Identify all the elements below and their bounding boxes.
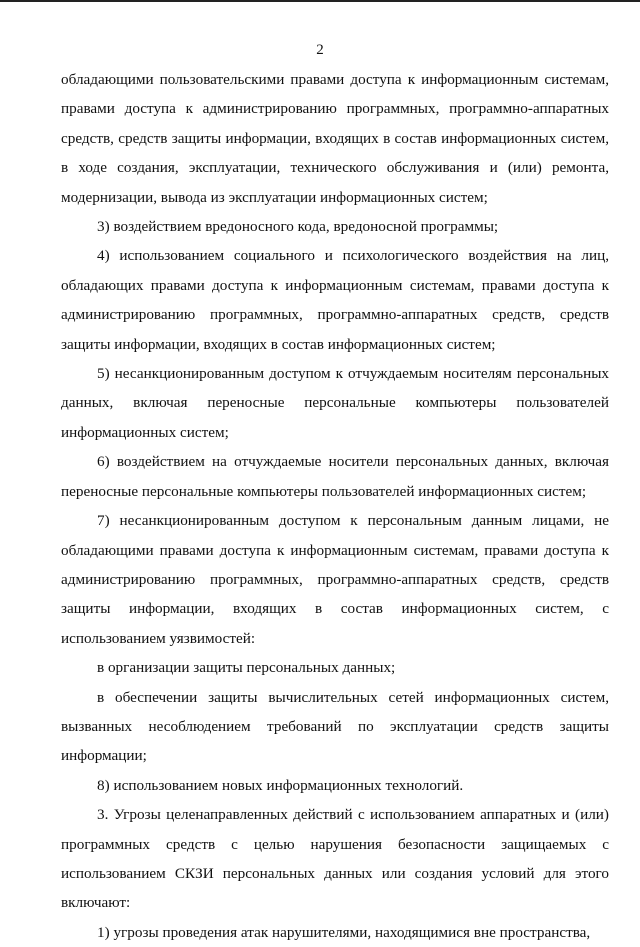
paragraph-item-6: 6) воздействием на отчуждаемые носители персональных данных, включая переносные персональные компьютеры пользователей информационных систем; xyxy=(61,453,609,500)
page-top-border xyxy=(0,0,640,2)
paragraph-subitem-organization: в организации защиты персональных данных; xyxy=(97,659,396,677)
document-body xyxy=(61,65,609,947)
paragraph-section-3-item-1: 1) угрозы проведения атак нарушителями, находящимися вне пространства, xyxy=(97,923,591,941)
paragraph-item-8: 8) использованием новых информационных технологий. xyxy=(97,776,464,794)
page-number: 2 xyxy=(316,42,324,58)
paragraph-item-4: 4) использованием социального и психологического воздействия на лиц, обладающих правами доступа к информационным системам, правами доступа к администрированию программных, программно-аппаратных средств, средств защиты информации, входящих в состав информационных систем; xyxy=(61,247,609,353)
paragraph-item-3: 3) воздействием вредоносного кода, вредоносной программы; xyxy=(97,218,499,236)
paragraph-item-7: 7) несанкционированным доступом к персональным данным лицами, не обладающими правами доступа к информационным системам, правами доступа к администрированию программных, программно-аппаратных средств, средств защиты информации, входящих в состав информационных систем, с использованием уязвимостей: xyxy=(61,512,609,647)
paragraph-continuation: обладающими пользовательскими правами доступа к информационным системам, правами доступа к администрированию программных, программно-аппаратных средств, средств защиты информации, входящих в состав информационных систем, в ходе создания, эксплуатации, технического обслуживания и (или) ремонта, модернизации, вывода из эксплуатации информационных систем; xyxy=(61,71,609,206)
paragraph-subitem-networks: в обеспечении защиты вычислительных сетей информационных систем, вызванных несоблюдением требований по эксплуатации средств защиты информации; xyxy=(61,688,609,765)
paragraph-section-3: 3. Угрозы целенаправленных действий с использованием аппаратных и (или) программных средств с целью нарушения безопасности защищаемых с использованием СКЗИ персональных данных или создания условий для этого включают: xyxy=(61,806,609,912)
paragraph-item-5: 5) несанкционированным доступом к отчуждаемым носителям персональных данных, включая переносные персональные компьютеры пользователей информационных систем; xyxy=(61,365,609,441)
